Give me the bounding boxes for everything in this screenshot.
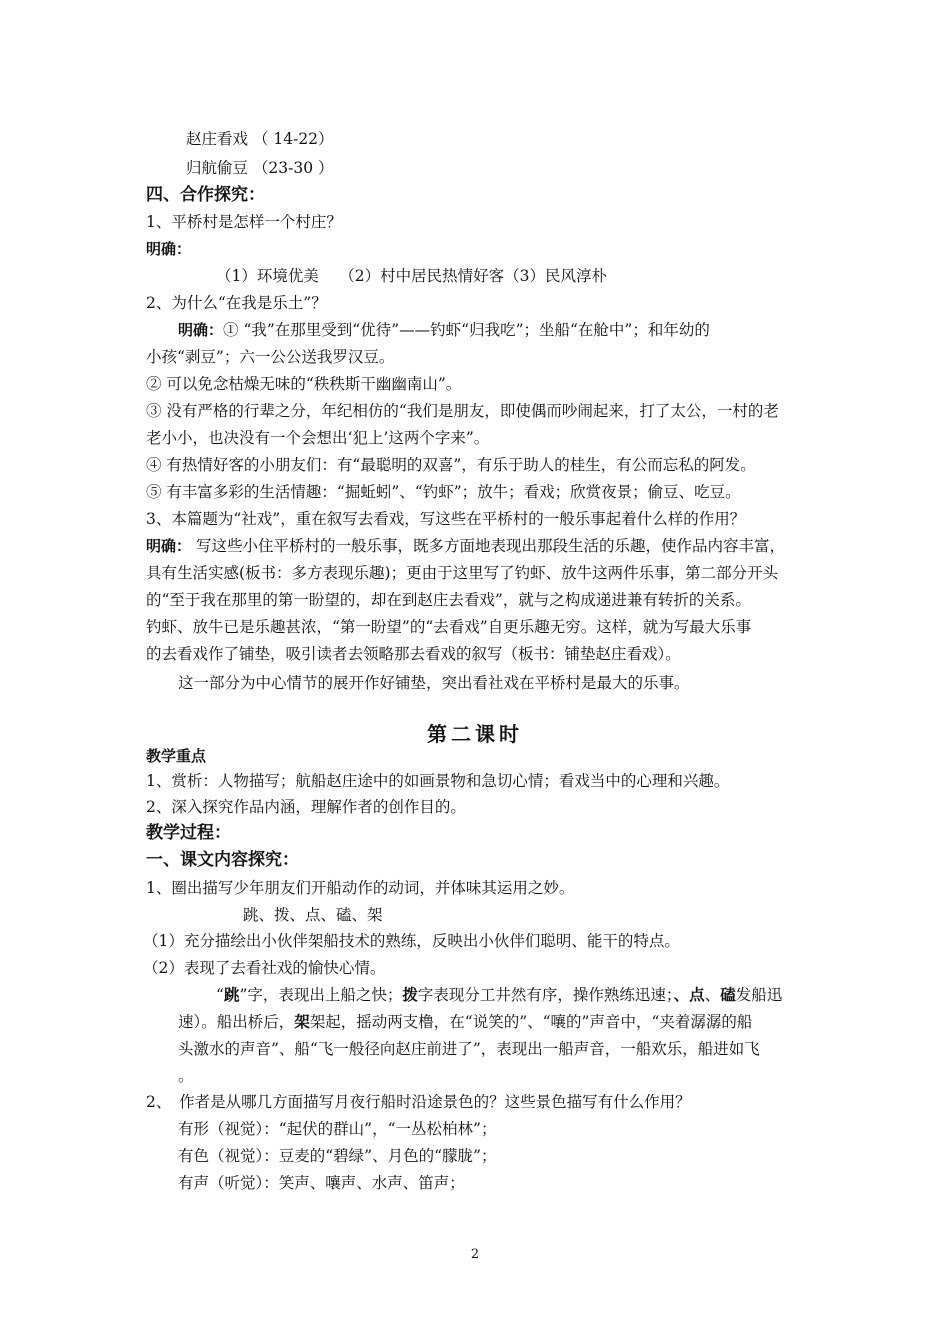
answer-text: 钓虾、放牛已是乐趣甚浓，“第一盼望”的“去看戏”自更乐趣无穷。这样，就为写最大乐事	[146, 618, 752, 636]
section-heading: 四、合作探究：	[146, 185, 265, 205]
verb-highlight: 、点	[673, 985, 705, 1004]
answer-text: 具有生活实感(板书：多方表现乐趣)；更由于这里写了钓虾、放牛这两件乐事，第二部分开头	[146, 564, 779, 582]
detail-text: 字表现分工井然有序，操作熟练迅速；	[417, 986, 674, 1004]
detail-text: 。	[178, 1067, 194, 1085]
answer-line	[146, 535, 785, 557]
detail-text: 头激水的声音”、船“飞一般径向赵庄前进了”，表现出一船声音，一船欢乐，船进如飞	[178, 1040, 760, 1058]
verb-highlight: 跳	[223, 985, 240, 1004]
answer-text: （1）充分描绘出小伙伴架船技术的熟练，反映出小伙伴们聪明、能干的特点。	[143, 932, 680, 950]
process-heading: 教学过程：	[146, 823, 231, 843]
question: 1、圈出描写少年朋友们开船动作的动词，并体味其运用之妙。	[146, 879, 575, 897]
answer-label: 明确：	[146, 537, 192, 555]
answer-text: ④ 有热情好客的小朋友们：有“最聪明的双喜”，有乐于助人的桂生，有公而忘私的阿发。	[146, 456, 756, 474]
focus-heading: 教学重点	[146, 747, 207, 765]
verb-highlight: 磕	[720, 985, 736, 1004]
detail-text: 、	[704, 986, 721, 1004]
outline-item: 赵庄看戏 （ 14-22）	[186, 130, 334, 148]
page-number: 2	[470, 1247, 480, 1262]
verb-highlight: 拨	[402, 985, 418, 1004]
answer-line	[178, 319, 710, 341]
answer-text: （2）表现了去看社戏的愉快心情。	[143, 959, 386, 977]
answer-text: （1）环境优美 （2）村中居民热情好客（3）民风淳朴	[216, 267, 608, 285]
answer-label: 明确：	[178, 321, 224, 339]
detail-line	[178, 1011, 752, 1033]
question: 2、 作者是从哪几方面描写月夜行船时沿途景色的？这些景色描写有什么作用？	[146, 1093, 691, 1111]
answer-text: 有色（视觉）：豆麦的“碧绿”、月色的“朦胧”；	[178, 1147, 497, 1165]
question: 1、平桥村是怎样一个村庄？	[146, 213, 342, 231]
verb-highlight: 架	[294, 1012, 310, 1031]
detail-text: ”字，表现出上船之快；	[239, 986, 403, 1004]
focus-item: 1、赏析：人物描写；航船赵庄途中的如画景物和急切心情；看戏当中的心理和兴趣。	[146, 772, 730, 790]
part-heading: 一、课文内容探究：	[146, 850, 299, 870]
answer-text: ② 可以免念枯燥无味的“秩秩斯干幽幽南山”。	[146, 375, 462, 393]
answer-text: ① “我”在那里受到“优待”——钓虾“归我吃”；坐船“在舱中”；和年幼的	[223, 321, 710, 339]
answer-text: ③ 没有严格的行辈之分，年纪相仿的“我们是朋友，即使偶而吵闹起来，打了太公，一村的老	[146, 402, 779, 420]
lesson-title: 第二课时	[427, 722, 523, 746]
answer-text: 有声（听觉）：笑声、嚷声、水声、笛声；	[178, 1174, 465, 1192]
question: 3、本篇题为“社戏”，重在叙写去看戏，写这些在平桥村的一般乐事起着什么样的作用？	[146, 510, 746, 528]
answer-text: 的去看戏作了铺垫，吸引读者去领略那去看戏的叙写（板书：铺垫赵庄看戏）。	[146, 645, 681, 663]
answer-text: 写这些小住平桥村的一般乐事，既多方面地表现出那段生活的乐趣，使作品内容丰富，	[191, 537, 785, 555]
detail-text: 发船迅	[735, 986, 783, 1004]
detail-line	[216, 984, 782, 1006]
summary-text: 这一部分为中心情节的展开作好铺垫，突出看社戏在平桥村是最大的乐事。	[178, 674, 690, 692]
outline-item: 归航偷豆 （23-30 ）	[186, 159, 334, 177]
detail-text: 架起，摇动两支橹，在“说笑的”、“嚷的”声音中，“夹着潺潺的船	[309, 1013, 753, 1031]
answer-text: 老小小，也决没有一个会想出‘犯上’这两个字来”。	[146, 429, 490, 447]
focus-item: 2、深入探究作品内涵，理解作者的创作目的。	[146, 798, 466, 816]
answer-text: ⑤ 有丰富多彩的生活情趣：“掘蚯蚓”、“钓虾”；放牛；看戏；欣赏夜景；偷豆、吃豆。	[146, 483, 741, 501]
detail-text: 速）。船出桥后，	[178, 1013, 295, 1031]
answer-label: 明确：	[146, 240, 192, 258]
question: 2、为什么“在我是乐土”？	[146, 294, 327, 312]
answer-text: 有形（视觉）：“起伏的群山”，“一丛松柏林”；	[178, 1120, 497, 1138]
answer-text: 小孩“剥豆”；六一公公送我罗汉豆。	[146, 348, 395, 366]
verb-list: 跳、拨、点、磕、架	[243, 906, 383, 924]
quote-mark: “	[216, 986, 224, 1004]
answer-text: 的“至于我在那里的第一盼望的，却在到赵庄去看戏”，就与之构成递进兼有转折的关系。	[146, 591, 751, 609]
